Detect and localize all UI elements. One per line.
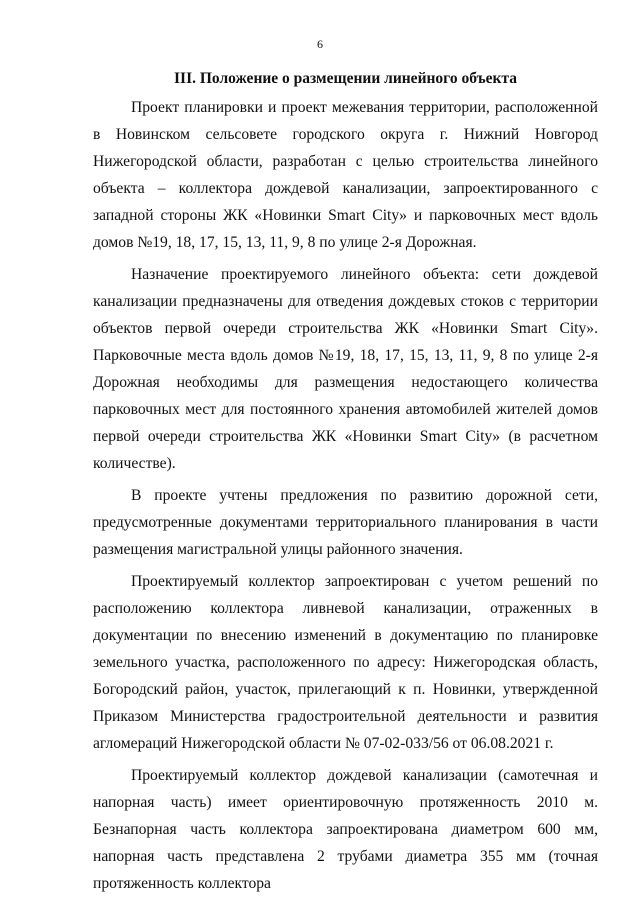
paragraph-3: В проекте учтены предложения по развитию дорожной сети, предусмотренные документами территориального планирования в части размещения магистральной улицы районного значения. xyxy=(93,487,598,558)
paragraph-2: Назначение проектируемого линейного объекта: сети дождевой канализации предназначены для отведения дождевых стоков с территории объектов первой очереди строительства ЖК «Новинки Smart City». Парковочные места вдоль домов №19, 18, 17, 15, 13, 11, 9, 8 по улице 2-я Дорожная необходимы для размещения недостающего количества парковочных мест для постоянного хранения автомобилей жителей домов первой очереди строительства ЖК «Новинки Smart City» (в расчетном количестве). xyxy=(93,266,598,472)
page-number: 6 xyxy=(317,37,323,51)
paragraph-4: Проектируемый коллектор запроектирован с учетом решений по расположению коллектора ливневой канализации, отраженных в документации по внесению изменений в документацию по планировке земельного участка, расположенного по адресу: Нижегородская область, Богородский район, участок, прилегающий к п. Новинки, утвержденной Приказом Министерства градостроительной деятельности и развития агломераций Нижегородской области № 07-02-033/56 от 06.08.2021 г. xyxy=(93,573,598,752)
paragraph-1: Проект планировки и проект межевания территории, расположенной в Новинском сельсовете городского округа г. Нижний Новгород Нижегородской области, разработан с целью строительства линейного объекта – коллектора дождевой канализации, запроектированного с западной стороны ЖК «Новинки Smart City» и парковочных мест вдоль домов №19, 18, 17, 15, 13, 11, 9, 8 по улице 2-я Дорожная. xyxy=(93,99,598,251)
section-title: III. Положение о размещении линейного объекта xyxy=(174,70,517,87)
paragraph-5: Проектируемый коллектор дождевой канализации (самотечная и напорная часть) имеет ориентировочную протяженность 2010 м. Безнапорная часть коллектора запроектирована диаметром 600 мм, напорная часть представлена 2 трубами диаметра 355 мм (точная протяженность коллектора xyxy=(93,767,598,892)
body-text xyxy=(93,94,598,902)
